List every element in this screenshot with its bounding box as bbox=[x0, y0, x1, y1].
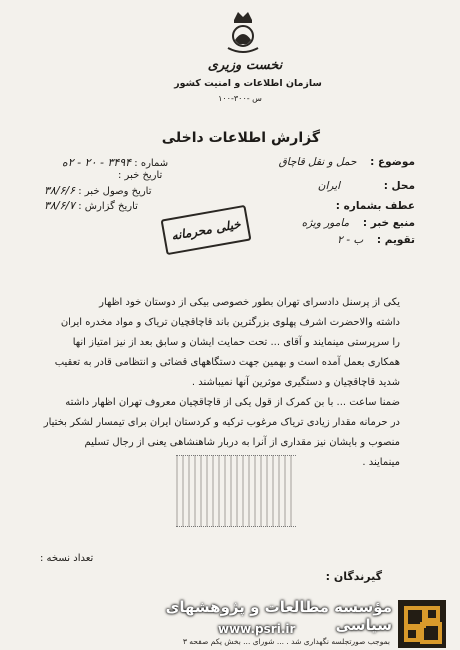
org-name: نخست وزیری bbox=[207, 58, 283, 73]
copies-row bbox=[40, 553, 93, 564]
copies-label: تعداد نسخه : bbox=[40, 553, 94, 564]
place-row bbox=[318, 180, 415, 192]
lion-and-sun-emblem bbox=[220, 6, 266, 56]
body-line-7: در حرمانه مقدار زیادی تریاک مرغوب ترکیه و کردستان ایران برای تیمسار لشکر بختیار bbox=[43, 417, 400, 428]
institute-logo-icon bbox=[398, 600, 446, 648]
reference-row bbox=[336, 200, 415, 212]
body-line-3: را سرپرستی مینمایند و آقای ... تحت حمایت ایشان و سابق بعد از نیز امتیاز انها bbox=[72, 337, 400, 348]
rating-row bbox=[337, 234, 415, 246]
place-label: محل : bbox=[383, 180, 415, 192]
receipt-date-value: ۳۸/۶/۶ bbox=[44, 184, 76, 197]
form-code: س -۳۰۰-۱۰۰ bbox=[218, 94, 262, 103]
news-date-row bbox=[118, 170, 162, 181]
body-line-2: داشته والاحضرت اشرف پهلوی بزرگترین باند قاچاقچیان تریاک و مواد مخدره ایران bbox=[60, 317, 400, 328]
report-date-value: ۳۸/۶/۷ bbox=[44, 199, 76, 212]
subject-value: حمل و نقل قاچاق bbox=[278, 156, 357, 168]
report-title: گزارش اطلاعات داخلی bbox=[161, 130, 320, 146]
institute-url: www.psri.ir bbox=[218, 622, 296, 636]
recipients-row bbox=[326, 570, 382, 583]
source-row bbox=[302, 217, 415, 229]
subject-label: موضوع : bbox=[370, 156, 415, 168]
receipt-date-label: تاریخ وصول خبر : bbox=[78, 186, 152, 197]
recipients-label: گیرندگان : bbox=[325, 570, 382, 583]
archive-note: بموجب صورتجلسه نگهداری شد . ... شورای ... بخش یکم صفحه ۳ bbox=[182, 637, 390, 646]
body-line-4: همکاری بعمل آمده است و بهمین جهت دستگاههای قضائی و انتظامی قادر به تعقیب bbox=[54, 357, 400, 368]
classification-stamp bbox=[161, 205, 252, 255]
classification-stamp-text: خیلی محرمانه bbox=[170, 217, 242, 243]
report-date-label: تاریخ گزارش : bbox=[78, 201, 138, 212]
body-line-8: منصوب و بایشان نیز مقداری از آنرا به دربار شاهنشاهی یعنی از رجال تسلیم bbox=[84, 437, 400, 448]
reference-label: عطف بشماره : bbox=[335, 200, 415, 212]
source-value: مامور ویژه bbox=[301, 217, 350, 229]
news-date-label: تاریخ خبر : bbox=[118, 170, 163, 181]
report-date-row bbox=[40, 199, 138, 212]
place-value: ایران bbox=[317, 180, 341, 192]
institute-watermark: مؤسسه مطالعات و پژوهشهای سیاسی bbox=[165, 598, 392, 634]
source-label: منبع خبر : bbox=[362, 217, 415, 229]
body-line-6: ضمنا ساعت ... با بن کمرک از قول یکی از قاچاقچیان معروف تهران اظهار داشته bbox=[65, 397, 400, 408]
number-label: شماره : bbox=[134, 158, 169, 169]
rating-label: تقویم : bbox=[376, 234, 415, 246]
number-row bbox=[58, 156, 168, 169]
number-value: ۳۴۹۴ - ۲۰ - ۲ه bbox=[62, 156, 132, 169]
receipt-date-row bbox=[40, 184, 152, 197]
subject-row bbox=[279, 156, 415, 168]
rating-value: ب - ۲ bbox=[337, 234, 364, 246]
agency-name: سازمان اطلاعات و امنیت کشور bbox=[174, 78, 322, 89]
redacted-block bbox=[176, 455, 296, 527]
body-line-1: یکی از پرسنل دادسرای تهران بطور خصوصی بیکی از دوستان خود اظهار bbox=[99, 297, 400, 308]
body-line-9: مینمایند . bbox=[362, 457, 400, 468]
body-line-5: شدید قاچاقچیان و دستگیری موثرین آنها نمیباشند . bbox=[191, 377, 400, 388]
